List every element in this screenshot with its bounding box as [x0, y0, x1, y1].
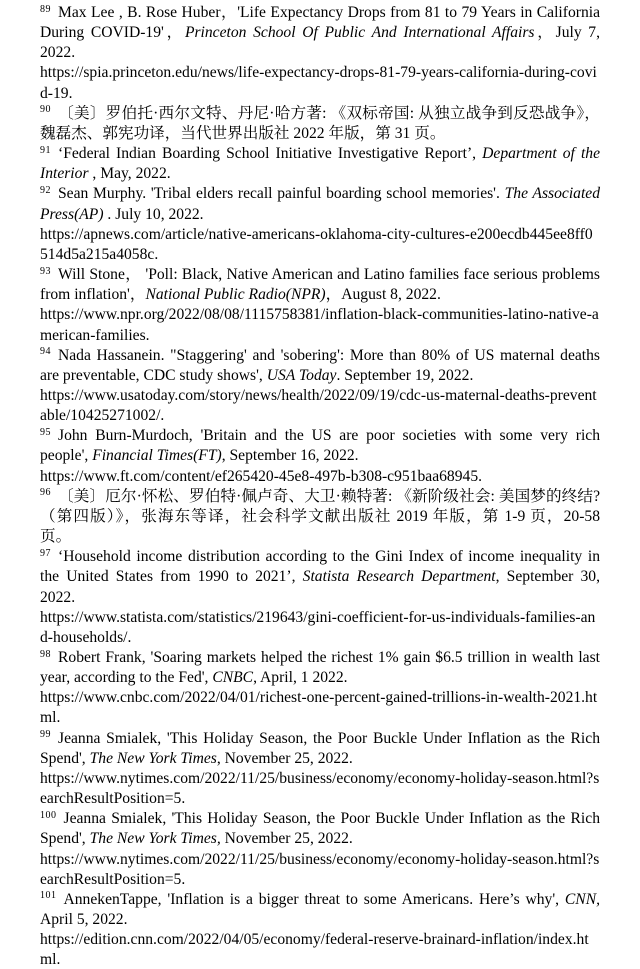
- citation-text: November 25, 2022.: [220, 830, 353, 848]
- footnote-url: https://edition.cnn.com/2022/04/05/economy/federal-reserve-brainard-inflation/index.html.: [40, 931, 589, 969]
- citation-text: , November 25, 2022.: [216, 749, 353, 767]
- footnote-url: https://www.nytimes.com/2022/11/25/business/economy/economy-holiday-season.html?searchResultPosition=5.: [40, 769, 600, 808]
- footnote-url: https://www.npr.org/2022/08/08/1115758381/inflation-black-communities-latino-native-american-families.: [40, 306, 599, 344]
- source-title: The New York Times: [89, 749, 217, 767]
- footnote-text: [40, 547, 600, 607]
- footnote-number: 97: [40, 547, 51, 559]
- citation-text: ‘Household income distribution according to the Gini Index of income inequality in the United States from 1990 to 2021’,: [40, 548, 600, 586]
- footnote-number: 95: [40, 426, 51, 438]
- source-title: The Associated Press(AP): [40, 185, 600, 223]
- citation-text: Jeanna Smialek, 'This Holiday Season, the Poor Buckle Under Inflation as the Rich Spend',: [40, 729, 600, 767]
- citation-text: April 5, 2022.: [40, 911, 128, 929]
- footnote-89: [40, 3, 600, 104]
- footnote-url: https://www.usatoday.com/story/news/health/2022/09/19/cdc-us-maternal-deaths-preventable/10425271002/.: [40, 386, 597, 425]
- citation-text: Jeanna Smialek, 'This Holiday Season, the Poor Buckle Under Inflation as the Rich Spend',: [40, 810, 600, 848]
- citation-text: . September 19, 2022.: [336, 366, 474, 384]
- source-title: Department of the Interior: [40, 145, 601, 183]
- footnote-text: [40, 144, 600, 184]
- source-title: CNBC: [212, 669, 254, 687]
- footnote-92: [40, 184, 600, 265]
- citation-text: , May, 2022.: [88, 165, 171, 183]
- citation-text: 〔美〕厄尔·怀松、罗伯特·佩卢奇、大卫·赖特著: 《新阶级社会: 美国梦的终结?（第四版）》，张海东等译，社会科学文献出版社 2019 年版，第 1-9 页，20-58 页。: [40, 487, 600, 546]
- footnote-94: [40, 346, 600, 427]
- citation-text: ，July 7, 2022.: [40, 24, 600, 62]
- footnote-number: 99: [40, 729, 51, 741]
- footnote-text: [40, 890, 600, 930]
- source-title: CNN,: [564, 890, 600, 908]
- source-title: Financial Times(FT): [92, 447, 222, 465]
- footnote-text: [40, 426, 600, 466]
- footnote-number: 98: [40, 648, 51, 660]
- footnote-url: https://www.statista.com/statistics/219643/gini-coefficient-for-us-individuals-families-and-households/.: [40, 608, 596, 646]
- footnote-number: 89: [40, 3, 51, 15]
- citation-text: Max Lee , B. Rose Huber，'Life Expectancy Drops from 81 to 79 Years in California During COVID-19'，: [40, 4, 600, 42]
- footnote-99: [40, 729, 600, 810]
- citation-text: AnnekenTappe, 'Inflation is a bigger threat to some Americans. Here’s why',: [63, 890, 565, 908]
- source-title: The New York Times,: [89, 830, 221, 848]
- footnote-url: https://www.ft.com/content/ef265420-45e8-497b-b308-c951baa68945.: [40, 467, 483, 485]
- footnote-text: [40, 346, 600, 386]
- footnote-97: [40, 547, 600, 648]
- footnote-95: [40, 426, 600, 486]
- footnote-number: 92: [40, 184, 51, 196]
- footnote-number: 91: [40, 144, 51, 156]
- footnote-text: [40, 265, 600, 305]
- source-title: National Public Radio(NPR): [145, 286, 326, 304]
- footnote-url: https://spia.princeton.edu/news/life-expectancy-drops-81-79-years-california-during-covid-19.: [40, 64, 597, 102]
- footnote-number: 93: [40, 265, 51, 277]
- footnote-url: https://apnews.com/article/native-americans-oklahoma-city-cultures-e200ecdb445ee8ff0514d5a215a4058c.: [40, 225, 593, 263]
- footnote-number: 96: [40, 487, 51, 499]
- footnote-96: [40, 487, 600, 547]
- source-title: USA Today: [266, 366, 337, 384]
- footnote-number: 100: [40, 809, 57, 821]
- footnote-100: [40, 809, 600, 890]
- footnote-number: 90: [40, 104, 51, 116]
- footnote-number: 94: [40, 346, 51, 358]
- footnote-91: [40, 144, 600, 184]
- citation-text: ，August 8, 2022.: [325, 286, 441, 304]
- citation-text: Nada Hassanein. "Staggering' and 'sobering': More than 80% of US maternal deaths are preventable, CDC study shows',: [40, 346, 600, 384]
- footnote-101: [40, 890, 600, 969]
- footnote-text: [40, 3, 600, 63]
- footnote-98: [40, 648, 600, 729]
- footnote-90: [40, 104, 600, 144]
- citation-text: Sean Murphy. 'Tribal elders recall painful boarding school memories'.: [58, 185, 505, 203]
- source-title: Princeton School Of Public And International Affairs: [184, 24, 535, 42]
- footnote-text: [40, 648, 600, 688]
- citation-text: , September 30, 2022.: [40, 568, 600, 606]
- citation-text: . July 10, 2022.: [103, 205, 204, 223]
- footnote-93: [40, 265, 600, 346]
- footnote-text: [40, 729, 600, 769]
- citation-text: ‘Federal Indian Boarding School Initiative Investigative Report’,: [58, 145, 483, 163]
- source-title: Statista Research Department: [302, 568, 496, 586]
- footnote-url: https://www.cnbc.com/2022/04/01/richest-one-percent-gained-trillions-in-wealth-2021.html.: [40, 689, 598, 727]
- footnote-text: [40, 809, 600, 849]
- footnote-number: 101: [40, 890, 57, 902]
- footnote-list: [40, 3, 600, 969]
- footnote-text: [40, 104, 600, 144]
- citation-text: John Burn-Murdoch, 'Britain and the US are poor societies with some very rich people',: [40, 427, 600, 465]
- footnote-url: https://www.nytimes.com/2022/11/25/business/economy/economy-holiday-season.html?searchResultPosition=5.: [40, 850, 600, 888]
- citation-text: , September 16, 2022.: [221, 447, 359, 465]
- citation-text: 〔美〕罗伯托·西尔文特、丹尼·哈方著: 《双标帝国: 从独立战争到反恐战争》，魏磊杰、郭宪功译，当代世界出版社 2022 年版，第 31 页。: [40, 104, 600, 142]
- footnote-text: [40, 487, 600, 547]
- citation-text: Will Stone， 'Poll: Black, Native American and Latino families face serious problems from inflation'，: [40, 266, 600, 304]
- citation-text: Robert Frank, 'Soaring markets helped the richest 1% gain $6.5 trillion in wealth last year, according to the Fed',: [40, 649, 600, 687]
- citation-text: , April, 1 2022.: [253, 669, 348, 687]
- footnote-text: [40, 184, 600, 224]
